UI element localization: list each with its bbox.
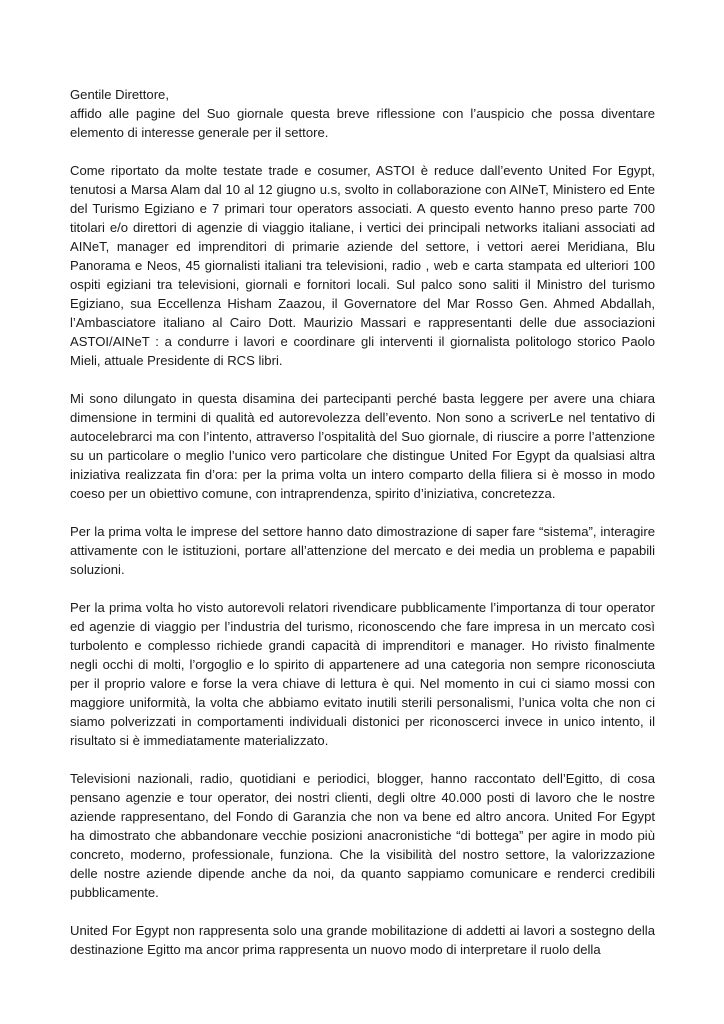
paragraph-event-report: Come riportato da molte testate trade e cosumer, ASTOI è reduce dall’evento United For Egypt, tenutosi a Marsa Alam dal 10 al 12 giugno u.s, svolto in collaborazione con AINeT, Ministero ed Ente del Turismo Egiziano e 7 primari tour operators associati. A questo evento hanno preso parte 700 titolari e/o direttori di agenzie di viaggio italiane, i vertici dei principali networks italiani associati ad AINeT, manager ed imprenditori di primarie aziende del settore, i vettori aerei Meridiana, Blu Panorama e Neos, 45 giornalisti italiani tra televisioni, radio , web e carta stampata ed ulteriori 100 ospiti egiziani tra televisioni, giornali e fornitori locali. Sul palco sono saliti il Ministro del turismo Egiziano, sua Eccellenza Hisham Zaazou, il Governatore del Mar Rosso Gen. Ahmed Abdallah, l’Ambasciatore italiano al Cairo Dott. Maurizio Massari e rappresentanti delle due associazioni ASTOI/AINeT : a condurre i lavori e coordinare gli interventi il giornalista politologo storico Paolo Mieli, attuale Presidente di RCS libri.: [70, 163, 655, 368]
paragraph-closing: United For Egypt non rappresenta solo una grande mobilitazione di addetti ai lavori a sostegno della destinazione Egitto ma ancor prima rappresenta un nuovo modo di interpretare il ruolo della: [70, 923, 655, 957]
paragraph-media: Televisioni nazionali, radio, quotidiani e periodici, blogger, hanno raccontato dell’Egitto, di cosa pensano agenzie e tour operator, dei nostri clienti, degli oltre 40.000 posti di lavoro che le nostre aziende rappresentano, del Fondo di Garanzia che non va bene ed altro ancora. United For Egypt ha dimostrato che abbandonare vecchie posizioni anacronistiche “di bottega” per agire in modo più concreto, moderno, professionale, funziona. Che la visibilità del nostro settore, la valorizzazione delle nostre aziende dipende anche da noi, da quanto sappiamo comunicare e renderci credibili pubblicamente.: [70, 771, 655, 900]
paragraph-speakers: Per la prima volta ho visto autorevoli relatori rivendicare pubblicamente l’importanza di tour operator ed agenzie di viaggio per l’industria del turismo, riconoscendo che fare impresa in un mercato così turbolento e complesso richiede grandi capacità di imprenditori e manager. Ho rivisto finalmente negli occhi di molti, l’orgoglio e lo spirito di appartenere ad una categoria non sempre riconosciuta per il proprio valore e forse la vera chiave di lettura è qui. Nel momento in cui ci siamo mossi con maggiore uniformità, la volta che abbiamo evitato inutili sterili personalismi, l’unica volta che non ci siamo polverizzati in comportamenti individuali distonici per riconoscerci invece in unico intento, il risultato si è immediatamente materializzato.: [70, 600, 655, 748]
letter-page: [70, 85, 655, 978]
paragraph-system: Per la prima volta le imprese del settore hanno dato dimostrazione di saper fare “sistema”, interagire attivamente con le istituzioni, portare all’attenzione del mercato e dei media un problema e papabili soluzioni.: [70, 524, 655, 577]
letter-salutation: Gentile Direttore,: [70, 87, 169, 102]
paragraph-participants: Mi sono dilungato in questa disamina dei partecipanti perché basta leggere per avere una chiara dimensione in termini di qualità ed autorevolezza dell’evento. Non sono a scriverLe nel tentativo di autocelebrarci ma con l’intento, attraverso l’ospitalità del Suo giornale, di riuscire a porre l’attenzione su un particolare o meglio l’unico vero particolare che distingue United For Egypt da qualsiasi altra iniziativa realizzata fin d’ora: per la prima volta un intero comparto della filiera si è mosso in modo coeso per un obiettivo comune, con intraprendenza, spirito d’iniziativa, concretezza.: [70, 391, 655, 501]
paragraph-intro: affido alle pagine del Suo giornale questa breve riflessione con l’auspicio che possa diventare elemento di interesse generale per il settore.: [70, 106, 655, 140]
